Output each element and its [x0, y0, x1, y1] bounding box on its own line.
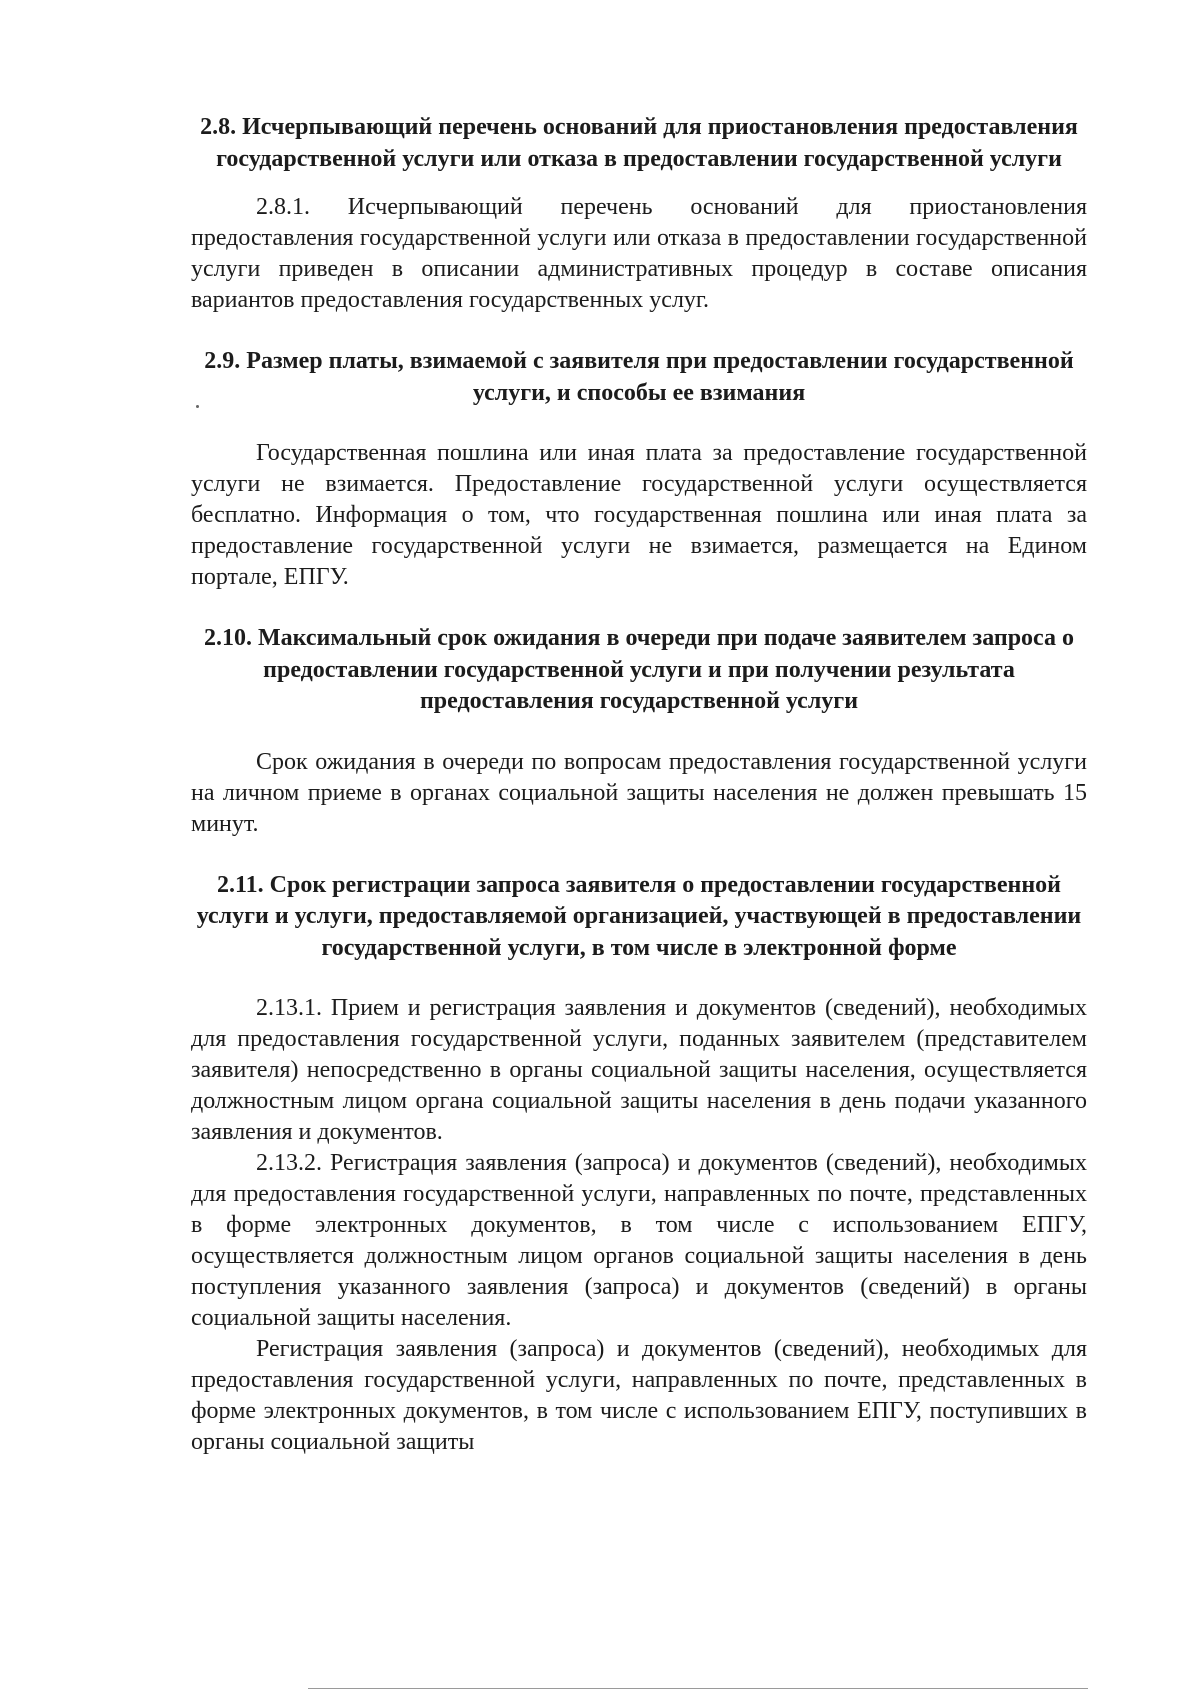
section-heading-2-10: 2.10. Максимальный срок ожидания в очереди при подаче заявителем запроса о предоставлении государственной услуги и при получении результата предоставления государственной услуги: [203, 625, 1074, 714]
paragraph-2-8-1: 2.8.1. Исчерпывающий перечень оснований для приостановления предоставления государственной услуги или отказа в предоставлении государственной услуги приведен в описании административных процедур в составе описания вариантов предоставления государственных услуг.: [191, 194, 1087, 313]
paragraph-2-10: Срок ожидания в очереди по вопросам предоставления государственной услуги на личном приеме в органах социальной защиты населения не должен превышать 15 минут.: [191, 748, 1087, 837]
section-heading-2-8: 2.8. Исчерпывающий перечень оснований для приостановления предоставления государственной услуги или отказа в предоставлении государственной услуги: [200, 114, 1078, 172]
section-heading-2-9: 2.9. Размер платы, взимаемой с заявителя при предоставлении государственной услуги, и способы ее взимания: [204, 348, 1074, 406]
paragraph-2-9: Государственная пошлина или иная плата за предоставление государственной услуги не взимается. Предоставление государственной услуги осуществляется бесплатно. Информация о том, что государственная пошлина или иная плата за предоставление государственной услуги не взимается, размещается на Едином портале, ЕПГУ.: [191, 440, 1087, 590]
section-heading-2-11: 2.11. Срок регистрации запроса заявителя о предоставлении государственной услуги и услуги, предоставляемой организацией, участвующей в предоставлении государственной услуги, в том числе в электронной форме: [196, 871, 1082, 961]
scan-speck: [196, 405, 199, 408]
paragraph-registration: Регистрация заявления (запроса) и документов (сведений), необходимых для предоставления государственной услуги, направленных по почте, представленных в форме электронных документов, в том числе с использованием ЕПГУ, поступивших в органы социальной защиты: [191, 1336, 1087, 1455]
page-bottom-rule: [308, 1688, 1088, 1689]
paragraph-2-13-1: 2.13.1. Прием и регистрация заявления и документов (сведений), необходимых для предоставления государственной услуги, поданных заявителем (представителем заявителя) непосредственно в органы социальной защиты населения, осуществляется должностным лицом органа социальной защиты населения в день подачи указанного заявления и документов.: [191, 995, 1087, 1145]
paragraph-2-13-2: 2.13.2. Регистрация заявления (запроса) и документов (сведений), необходимых для предоставления государственной услуги, направленных по почте, представленных в форме электронных документов, в том числе с использованием ЕПГУ, осуществляется должностным лицом органов социальной защиты населения в день поступления указанного заявления (запроса) и документов (сведений) в органы социальной защиты населения.: [191, 1150, 1087, 1331]
document-page: [191, 112, 1087, 1458]
